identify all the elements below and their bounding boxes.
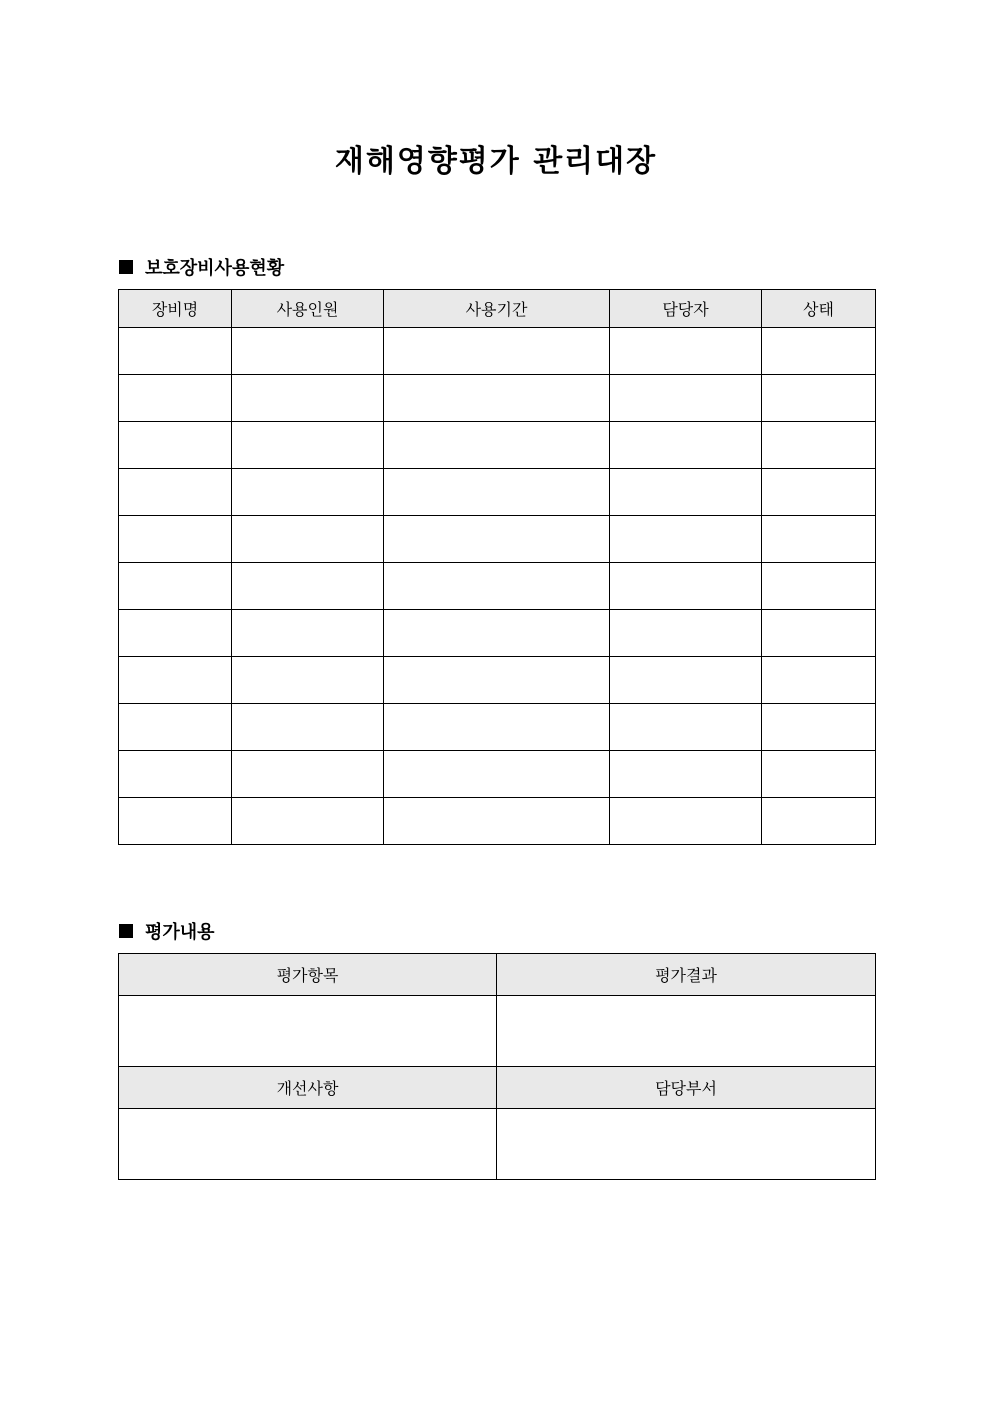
cell-status[interactable] <box>762 422 876 469</box>
cell-equipment-name[interactable] <box>119 751 232 798</box>
table-row <box>119 996 876 1067</box>
cell-manager[interactable] <box>610 751 762 798</box>
table-row <box>119 1109 876 1180</box>
cell-period[interactable] <box>384 610 610 657</box>
label-evaluation-item: 평가항목 <box>119 954 497 996</box>
table-row <box>119 328 876 375</box>
cell-users[interactable] <box>232 375 384 422</box>
field-improvement[interactable] <box>119 1109 497 1180</box>
cell-manager[interactable] <box>610 704 762 751</box>
cell-manager[interactable] <box>610 610 762 657</box>
cell-users[interactable] <box>232 469 384 516</box>
table-row <box>119 751 876 798</box>
cell-status[interactable] <box>762 469 876 516</box>
cell-manager[interactable] <box>610 469 762 516</box>
cell-users[interactable] <box>232 610 384 657</box>
cell-status[interactable] <box>762 516 876 563</box>
document-title: 재해영향평가 관리대장 <box>334 144 658 179</box>
table-row <box>119 375 876 422</box>
section-heading-equipment <box>119 254 284 280</box>
field-evaluation-result[interactable] <box>497 996 876 1067</box>
cell-manager[interactable] <box>610 328 762 375</box>
cell-period[interactable] <box>384 657 610 704</box>
evaluation-table <box>118 953 876 1180</box>
cell-period[interactable] <box>384 422 610 469</box>
cell-period[interactable] <box>384 469 610 516</box>
cell-equipment-name[interactable] <box>119 798 232 845</box>
cell-equipment-name[interactable] <box>119 328 232 375</box>
cell-status[interactable] <box>762 751 876 798</box>
cell-period[interactable] <box>384 563 610 610</box>
cell-manager[interactable] <box>610 422 762 469</box>
table-row <box>119 469 876 516</box>
table-row <box>119 516 876 563</box>
cell-users[interactable] <box>232 751 384 798</box>
table-row <box>119 798 876 845</box>
cell-manager[interactable] <box>610 516 762 563</box>
cell-status[interactable] <box>762 704 876 751</box>
label-evaluation-result: 평가결과 <box>497 954 876 996</box>
col-header-manager: 담당자 <box>610 290 762 328</box>
cell-users[interactable] <box>232 657 384 704</box>
table-row <box>119 563 876 610</box>
cell-period[interactable] <box>384 375 610 422</box>
cell-users[interactable] <box>232 422 384 469</box>
field-department[interactable] <box>497 1109 876 1180</box>
cell-period[interactable] <box>384 516 610 563</box>
cell-status[interactable] <box>762 328 876 375</box>
cell-users[interactable] <box>232 798 384 845</box>
cell-equipment-name[interactable] <box>119 516 232 563</box>
table-row <box>119 610 876 657</box>
black-square-icon <box>119 260 133 274</box>
cell-users[interactable] <box>232 563 384 610</box>
table-row <box>119 657 876 704</box>
cell-equipment-name[interactable] <box>119 469 232 516</box>
cell-equipment-name[interactable] <box>119 422 232 469</box>
cell-equipment-name[interactable] <box>119 563 232 610</box>
cell-period[interactable] <box>384 704 610 751</box>
section-heading-label: 평가내용 <box>145 922 215 943</box>
cell-manager[interactable] <box>610 657 762 704</box>
cell-status[interactable] <box>762 798 876 845</box>
cell-equipment-name[interactable] <box>119 657 232 704</box>
cell-period[interactable] <box>384 798 610 845</box>
col-header-users: 사용인원 <box>232 290 384 328</box>
cell-equipment-name[interactable] <box>119 375 232 422</box>
cell-manager[interactable] <box>610 563 762 610</box>
table-header-row <box>119 290 876 328</box>
cell-status[interactable] <box>762 610 876 657</box>
cell-status[interactable] <box>762 375 876 422</box>
cell-period[interactable] <box>384 328 610 375</box>
cell-status[interactable] <box>762 563 876 610</box>
table-header-row <box>119 1067 876 1109</box>
table-header-row <box>119 954 876 996</box>
cell-manager[interactable] <box>610 375 762 422</box>
col-header-status: 상태 <box>762 290 876 328</box>
table-row <box>119 422 876 469</box>
black-square-icon <box>119 924 133 938</box>
section-heading-label: 보호장비사용현황 <box>145 258 285 279</box>
cell-equipment-name[interactable] <box>119 610 232 657</box>
cell-users[interactable] <box>232 516 384 563</box>
col-header-equipment-name: 장비명 <box>119 290 232 328</box>
col-header-period: 사용기간 <box>384 290 610 328</box>
cell-users[interactable] <box>232 704 384 751</box>
cell-users[interactable] <box>232 328 384 375</box>
table-row <box>119 704 876 751</box>
field-evaluation-item[interactable] <box>119 996 497 1067</box>
cell-period[interactable] <box>384 751 610 798</box>
cell-manager[interactable] <box>610 798 762 845</box>
cell-equipment-name[interactable] <box>119 704 232 751</box>
label-improvement: 개선사항 <box>119 1067 497 1109</box>
equipment-usage-table <box>118 289 876 845</box>
cell-status[interactable] <box>762 657 876 704</box>
section-heading-evaluation <box>119 918 215 944</box>
label-department: 담당부서 <box>497 1067 876 1109</box>
